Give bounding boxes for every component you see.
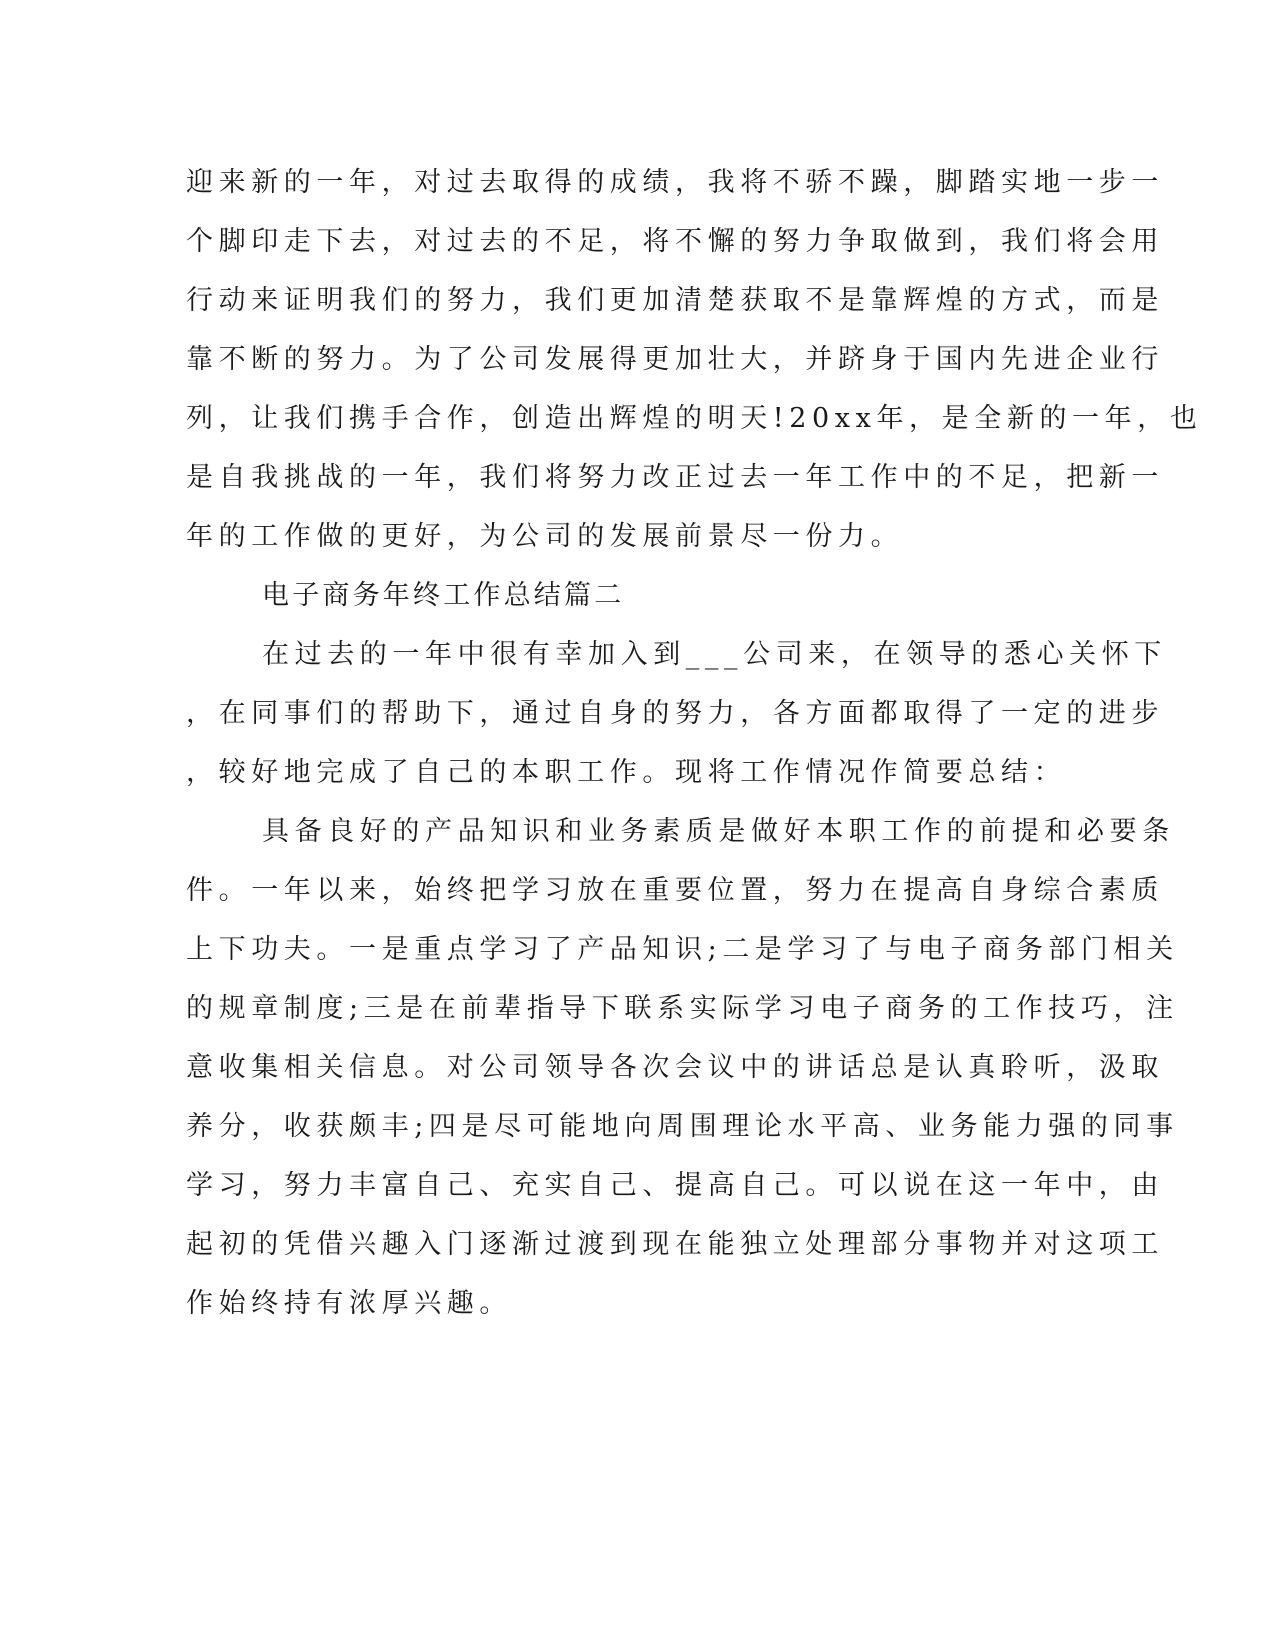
text-line: 具备良好的产品知识和业务素质是做好本职工作的前提和必要条 [262, 816, 1175, 847]
text-line: 的规章制度;三是在前辈指导下联系实际学习电子商务的工作技巧，注 [186, 993, 1179, 1024]
text-line: 是自我挑战的一年，我们将努力改正过去一年工作中的不足，把新一 [186, 462, 1164, 493]
text-line: ，较好地完成了自己的本职工作。现将工作情况作简要总结： [186, 757, 1067, 788]
section-heading: 电子商务年终工作总结篇二 [262, 580, 625, 611]
text-line: 上下功夫。一是重点学习了产品知识;二是学习了与电子商务部门相关 [186, 934, 1179, 965]
text-line: 列，让我们携手合作，创造出辉煌的明天!20xx年，是全新的一年，也 [186, 403, 1203, 434]
text-line: 靠不断的努力。为了公司发展得更加壮大，并跻身于国内先进企业行 [186, 344, 1164, 375]
text-line: 在过去的一年中很有幸加入到___公司来，在领导的悉心关怀下 [262, 639, 1167, 670]
text-line: 迎来新的一年，对过去取得的成绩，我将不骄不躁，脚踏实地一步一 [186, 167, 1164, 198]
text-line: 起初的凭借兴趣入门逐渐过渡到现在能独立处理部分事物并对这项工 [186, 1229, 1164, 1260]
text-line: 意收集相关信息。对公司领导各次会议中的讲话总是认真聆听，汲取 [186, 1052, 1164, 1083]
text-line: 养分，收获颇丰;四是尽可能地向周围理论水平高、业务能力强的同事 [186, 1111, 1179, 1142]
text-line: 件。一年以来，始终把学习放在重要位置，努力在提高自身综合素质 [186, 875, 1164, 906]
text-line: 作始终持有浓厚兴趣。 [186, 1288, 512, 1319]
text-line: 学习，努力丰富自己、充实自己、提高自己。可以说在这一年中，由 [186, 1170, 1164, 1201]
text-line: ，在同事们的帮助下，通过自身的努力，各方面都取得了一定的进步 [186, 698, 1164, 729]
text-line: 年的工作做的更好，为公司的发展前景尽一份力。 [186, 521, 904, 552]
text-line: 个脚印走下去，对过去的不足，将不懈的努力争取做到，我们将会用 [186, 226, 1164, 257]
text-line: 行动来证明我们的努力，我们更加清楚获取不是靠辉煌的方式，而是 [186, 285, 1164, 316]
